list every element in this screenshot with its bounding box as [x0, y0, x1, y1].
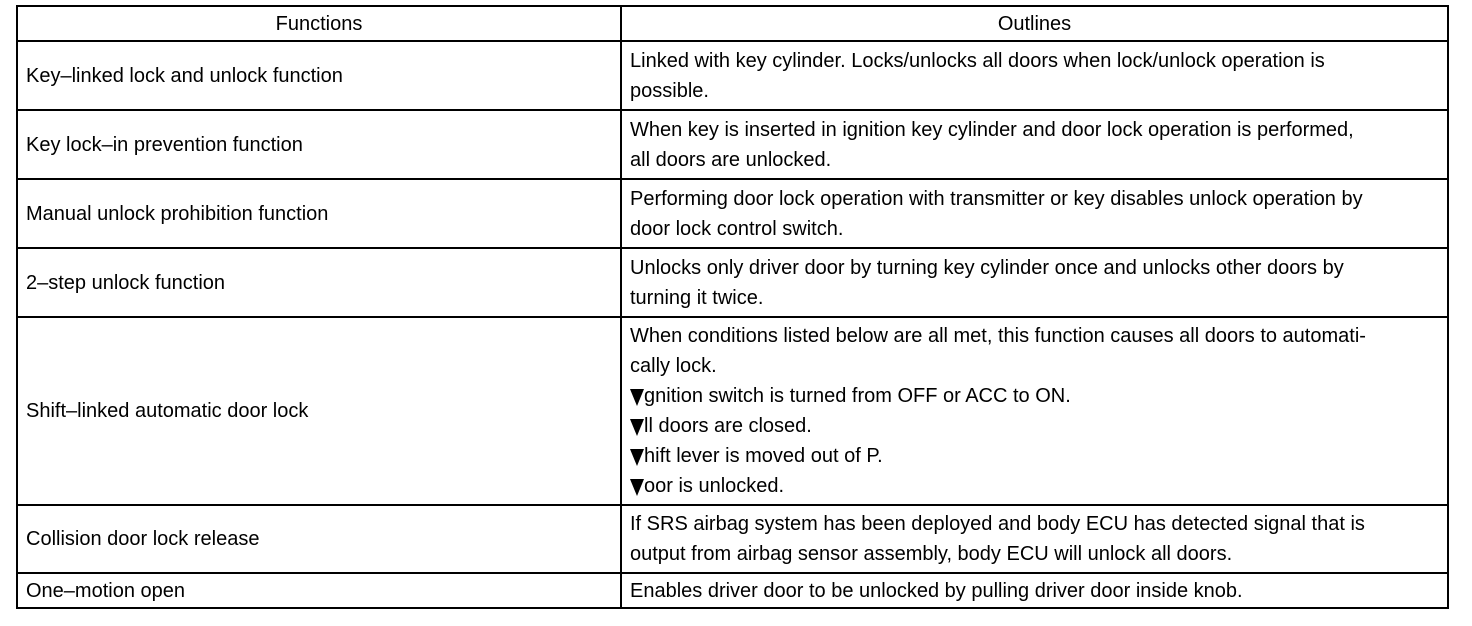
outline-cell [621, 317, 1448, 505]
table-row [17, 573, 1448, 608]
outline-line: Enables driver door to be unlocked by pulling driver door inside knob. [630, 579, 1243, 602]
function-cell: One–motion open [17, 573, 621, 608]
outline-line: Unlocks only driver door by turning key cylinder once and unlocks other doors by [630, 256, 1344, 279]
function-cell: Collision door lock release [17, 505, 621, 573]
condition-item [630, 441, 1439, 471]
table-row [17, 110, 1448, 179]
triangle-bullet-icon [630, 479, 644, 496]
table-row [17, 248, 1448, 317]
condition-item [630, 411, 1439, 441]
condition-text: ll doors are closed. [644, 415, 812, 437]
header-functions: Functions [17, 6, 621, 41]
outline-line: cally lock. [630, 355, 717, 377]
triangle-bullet-icon [630, 389, 644, 406]
condition-item [630, 471, 1439, 501]
functions-table [16, 5, 1449, 609]
outline-line: Performing door lock operation with transmitter or key disables unlock operation by [630, 187, 1363, 210]
outline-cell [621, 110, 1448, 179]
outline-cell [621, 41, 1448, 110]
outline-line: turning it twice. [630, 286, 764, 309]
condition-text: hift lever is moved out of P. [644, 445, 883, 467]
triangle-bullet-icon [630, 419, 644, 436]
outline-cell [621, 248, 1448, 317]
header-outlines: Outlines [621, 6, 1448, 41]
condition-item [630, 381, 1439, 411]
outline-line: If SRS airbag system has been deployed and body ECU has detected signal that is [630, 513, 1365, 535]
triangle-bullet-icon [630, 449, 644, 466]
outline-line: Linked with key cylinder. Locks/unlocks all doors when lock/unlock operation is [630, 49, 1325, 72]
condition-text: oor is unlocked. [644, 475, 785, 497]
header-row [17, 6, 1448, 41]
outline-cell [621, 505, 1448, 573]
table-row [17, 505, 1448, 573]
outline-cell [621, 573, 1448, 608]
outline-line: possible. [630, 79, 709, 102]
table-row [17, 179, 1448, 248]
outline-cell [621, 179, 1448, 248]
outline-line: output from airbag sensor assembly, body ECU will unlock all doors. [630, 543, 1233, 565]
outline-line: door lock control switch. [630, 217, 844, 240]
function-cell: Shift–linked automatic door lock [17, 317, 621, 505]
table-row [17, 41, 1448, 110]
outline-line: all doors are unlocked. [630, 148, 832, 171]
condition-text: gnition switch is turned from OFF or ACC to ON. [644, 385, 1071, 407]
outline-line: When conditions listed below are all met, this function causes all doors to automati- [630, 325, 1366, 347]
table-row [17, 317, 1448, 505]
function-cell: 2–step unlock function [17, 248, 621, 317]
function-cell: Manual unlock prohibition function [17, 179, 621, 248]
outline-line: When key is inserted in ignition key cylinder and door lock operation is performed, [630, 118, 1354, 141]
function-cell: Key–linked lock and unlock function [17, 41, 621, 110]
function-cell: Key lock–in prevention function [17, 110, 621, 179]
